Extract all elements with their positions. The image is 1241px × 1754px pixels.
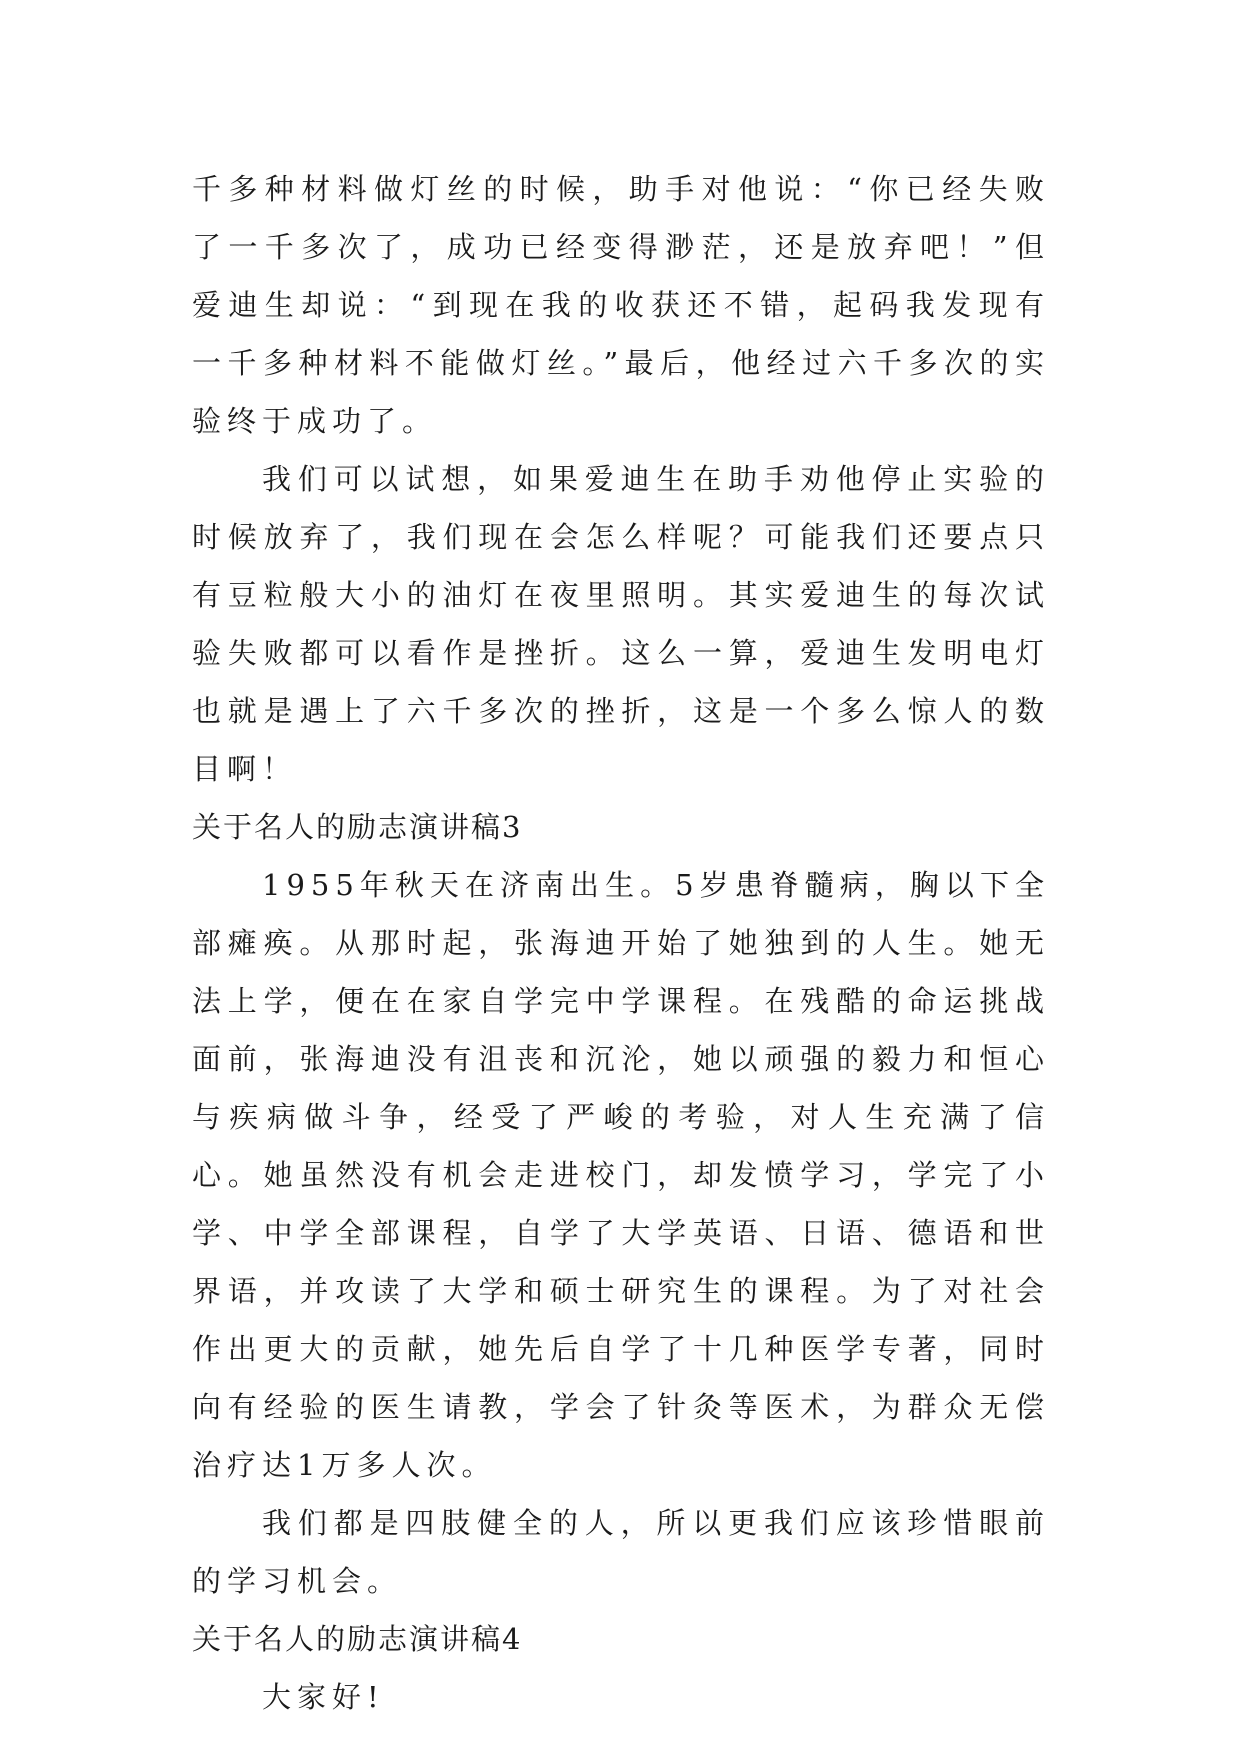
paragraph-edison-reflection: 我们可以试想，如果爱迪生在助手劝他停止实验的时候放弃了，我们现在会怎么样呢？可能我们还要点只有豆粒般大小的油灯在夜里照明。其实爱迪生的每次试验失败都可以看作是挫折。这么一算，爱迪生发明电灯也就是遇上了六千多次的挫折，这是一个多么惊人的数目啊！ [192, 462, 1050, 786]
section-heading-4: 关于名人的励志演讲稿4 [192, 1622, 523, 1656]
document-page [192, 160, 1050, 1726]
paragraph-edison-failures: 千多种材料做灯丝的时候，助手对他说：“你已经失败了一千多次了，成功已经变得渺茫，还是放弃吧！”但爱迪生却说：“到现在我的收获还不错，起码我发现有一千多种材料不能做灯丝。”最后，他经过六千多次的实验终于成功了。 [192, 172, 1050, 438]
paragraph-cherish-opportunity: 我们都是四肢健全的人，所以更我们应该珍惜眼前的学习机会。 [192, 1506, 1050, 1598]
section-heading-3: 关于名人的励志演讲稿3 [192, 810, 523, 844]
paragraph-greeting: 大家好! [262, 1680, 385, 1714]
paragraph-zhang-haidi: 1955年秋天在济南出生。5岁患脊髓病，胸以下全部瘫痪。从那时起，张海迪开始了她独到的人生。她无法上学，便在在家自学完中学课程。在残酷的命运挑战面前，张海迪没有沮丧和沉沦，她以顽强的毅力和恒心与疾病做斗争，经受了严峻的考验，对人生充满了信心。她虽然没有机会走进校门，却发愤学习，学完了小学、中学全部课程，自学了大学英语、日语、德语和世界语，并攻读了大学和硕士研究生的课程。为了对社会作出更大的贡献，她先后自学了十几种医学专著，同时向有经验的医生请教，学会了针灸等医术，为群众无偿治疗达1万多人次。 [192, 868, 1050, 1482]
